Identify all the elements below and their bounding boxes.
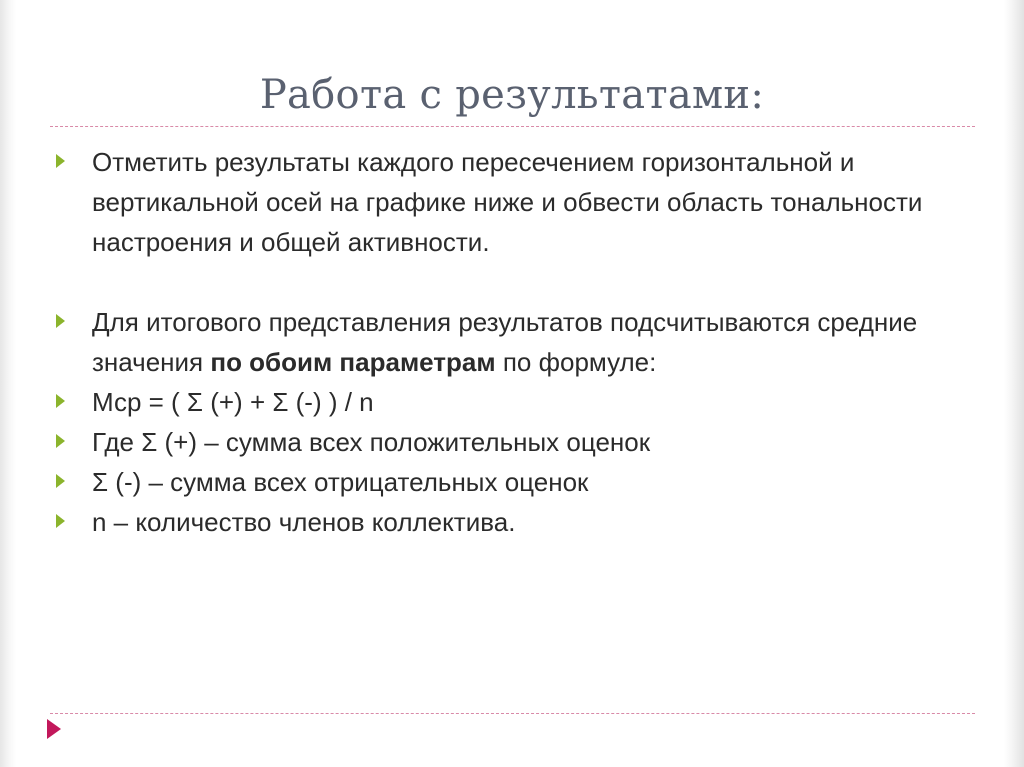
bullet-triangle-icon <box>56 514 65 528</box>
bullet-text: n – количество членов коллектива. <box>92 507 516 537</box>
bullet-triangle-icon <box>56 434 65 448</box>
bullet-text-post: по формуле: <box>495 347 657 377</box>
bullet-triangle-icon <box>56 394 65 408</box>
bullet-text: Где Σ (+) – сумма всех положительных оценок <box>92 427 651 457</box>
bullet-text-bold: по обоим параметрам <box>210 347 496 377</box>
bullet-triangle-icon <box>56 154 65 168</box>
bullet-item-instructions <box>92 142 972 262</box>
bullet-item-formula <box>92 382 972 422</box>
bullet-item-sum-positive <box>92 422 972 462</box>
bullet-text: Отметить результаты каждого пересечением горизонтальной и вертикальной осей на графике ниже и обвести область тональности настроения и общей активности. <box>92 147 923 257</box>
bullet-spacer <box>92 262 972 302</box>
title-divider <box>50 126 975 127</box>
bullet-text: Σ (-) – сумма всех отрицательных оценок <box>92 467 589 497</box>
corner-triangle-icon <box>47 719 61 739</box>
bullet-triangle-icon <box>56 474 65 488</box>
bullet-item-sum-negative <box>92 462 972 502</box>
bullet-text: Мср = ( Σ (+) + Σ (-) ) / n <box>92 387 374 417</box>
bullet-text-pre: Для итогового представления результатов подсчитываются средние значения <box>92 307 918 377</box>
bullet-list <box>92 142 972 542</box>
bullet-triangle-icon <box>56 314 65 328</box>
footer-divider <box>50 713 975 714</box>
slide-title: Работа с результатами: <box>259 72 765 118</box>
bullet-item-averages <box>92 302 972 382</box>
bullet-item-member-count <box>92 502 972 542</box>
